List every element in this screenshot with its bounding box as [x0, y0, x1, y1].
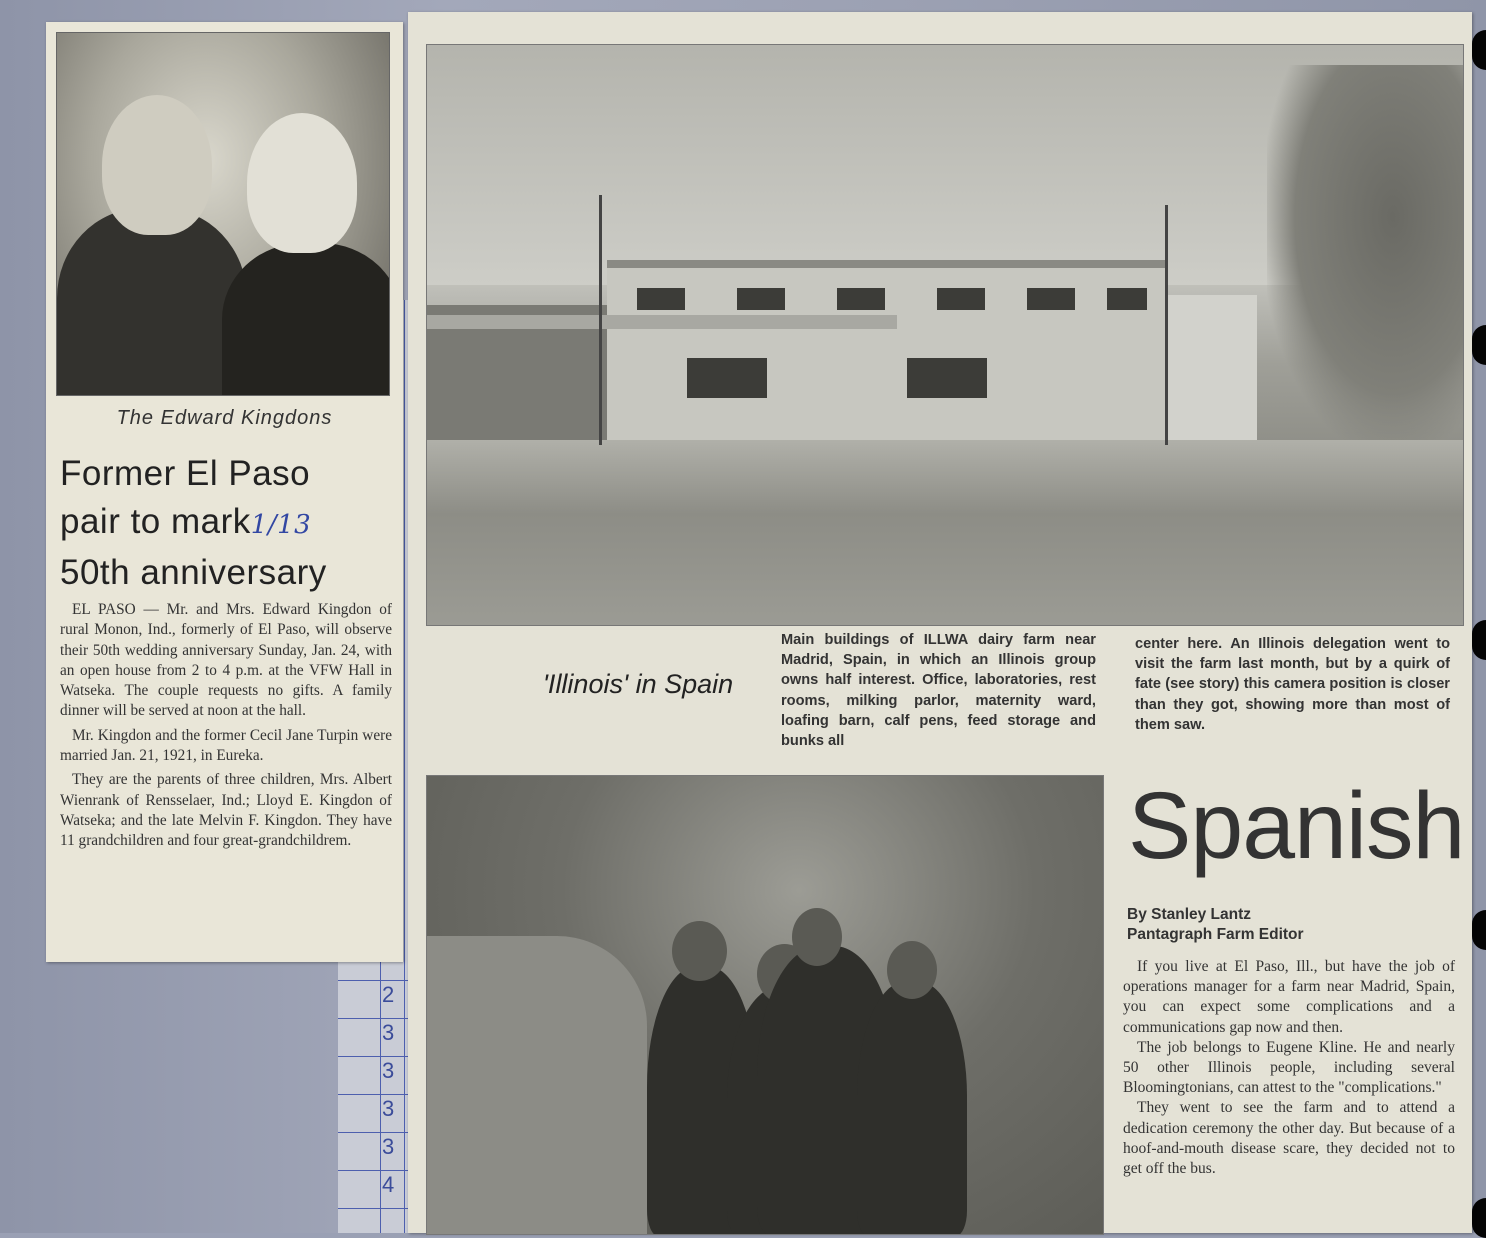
- utility-pole: [599, 195, 602, 445]
- handwritten-date: 1/13: [250, 510, 312, 540]
- person-figure: [857, 981, 967, 1235]
- binder-hole: [1472, 620, 1486, 660]
- wife-figure: [222, 243, 390, 396]
- article-paragraph: They went to see the farm and to attend a dedication ceremony the other day. But because of a hoof-and-mouth disease scare, they decided not to get off the bus.: [1123, 1099, 1455, 1178]
- window: [1027, 288, 1075, 310]
- person-head: [672, 921, 727, 981]
- delegation-photo: [426, 775, 1104, 1235]
- headline-line: [60, 498, 395, 549]
- article-paragraph: They are the parents of three children, Mrs. Albert Wienrank of Rensselaer, Ind.; Lloyd E. Kingdon of Watseka; and the late Melvin F. Kingdon. They have 11 grandchildren and four great-grandchildrem.: [60, 771, 392, 850]
- anniversary-clipping: [46, 22, 403, 962]
- couple-photo: [56, 32, 390, 396]
- binder-hole: [1472, 1198, 1486, 1238]
- husband-figure: [57, 208, 247, 396]
- byline-title: Pantagraph Farm Editor: [1127, 926, 1304, 943]
- photo-caption-title: 'Illinois' in Spain: [542, 669, 734, 699]
- spanish-farm-clipping: [408, 12, 1472, 1233]
- dairy-farm-photo: [426, 44, 1464, 626]
- article-paragraph: EL PASO — Mr. and Mrs. Edward Kingdon of rural Monon, Ind., formerly of El Paso, will observe their 50th wedding anniversary Sunday, Jan. 24, with an open house from 2 to 4 p.m. at the VFW Hall in Watseka. The couple requests no gifts. A family dinner will be served at noon at the hall.: [60, 601, 392, 720]
- window: [837, 288, 885, 310]
- ledger-number: 3: [382, 1058, 395, 1083]
- article-paragraph: The job belongs to Eugene Kline. He and nearly 50 other Illinois people, including several Bloomingtonians, can attest to the "complications.": [1123, 1038, 1455, 1097]
- article-body: [1123, 957, 1455, 1179]
- utility-pole: [1165, 205, 1168, 445]
- headline-line: 50th anniversary: [60, 553, 327, 592]
- main-building: [607, 260, 1167, 448]
- photo-caption: The Edward Kingdons: [116, 407, 333, 429]
- binder-hole: [1472, 30, 1486, 70]
- byline: [1127, 905, 1467, 945]
- headline-line: Former El Paso: [60, 454, 311, 493]
- side-building: [1167, 295, 1257, 445]
- article-headline: Spanish: [1128, 773, 1465, 879]
- person-head: [792, 908, 842, 966]
- article-body: [60, 600, 392, 856]
- window: [687, 358, 767, 398]
- ledger-number: 2: [382, 982, 395, 1007]
- article-paragraph: If you live at El Paso, Ill., but have the job of operations manager for a farm near Madrid, Spain, you can expect some complications and a communications gap now and then.: [1123, 958, 1455, 1036]
- article-paragraph: Mr. Kingdon and the former Cecil Jane Turpin were married Jan. 21, 1921, in Eureka.: [60, 726, 392, 765]
- window: [637, 288, 685, 310]
- window: [937, 288, 985, 310]
- window: [1107, 288, 1147, 310]
- tree: [1267, 65, 1464, 445]
- ground: [427, 440, 1463, 625]
- car: [427, 936, 647, 1235]
- window: [737, 288, 785, 310]
- person-head: [887, 941, 937, 999]
- ledger-number: 4: [382, 1172, 395, 1197]
- ledger-number: 3: [382, 1134, 395, 1159]
- photo-caption-text: Main buildings of ILLWA dairy farm near Madrid, Spain, in which an Illinois group owns half interest. Office, laboratories, rest rooms, milking parlor, maternity ward, loafing barn, calf pens, feed storage and bunks all: [781, 632, 1096, 750]
- ledger-number: 3: [382, 1020, 395, 1045]
- binder-hole: [1472, 910, 1486, 950]
- ledger-number: 3: [382, 1096, 395, 1121]
- headline-line-text: pair to mark: [60, 502, 251, 541]
- awning: [427, 315, 897, 329]
- byline-name: By Stanley Lantz: [1127, 906, 1252, 923]
- husband-face: [102, 95, 212, 235]
- photo-caption-text: center here. An Illinois delegation went to visit the farm last month, but by a quirk of fate (see story) this camera position is closer than they got, showing more than most of them saw.: [1135, 636, 1450, 733]
- window: [907, 358, 987, 398]
- wife-face: [247, 113, 357, 253]
- headline: [60, 450, 395, 597]
- binder-hole: [1472, 325, 1486, 365]
